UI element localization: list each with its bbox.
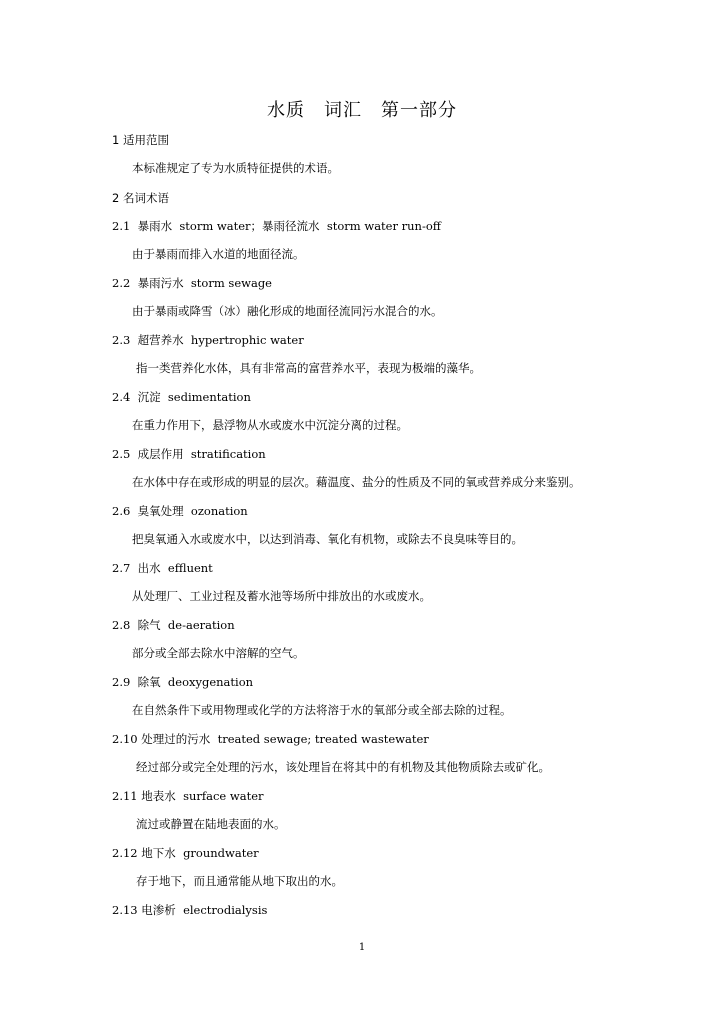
- definition-2-5: 在水体中存在或形成的明显的层次。藉温度、盐分的性质及不同的氧或营养成分来鉴别。: [132, 475, 581, 489]
- definition-2-9: 在自然条件下或用物理或化学的方法将溶于水的氧部分或全部去除的过程。: [132, 703, 512, 717]
- term-2-9: 2.9 除氧 deoxygenation: [112, 675, 254, 689]
- term-2-5: 2.5 成层作用 stratification: [112, 447, 266, 461]
- term-2-8: 2.8 除气 de-aeration: [112, 618, 235, 632]
- term-2-7: 2.7 出水 effluent: [112, 561, 213, 575]
- definition-2-7: 从处理厂、工业过程及蓄水池等场所中排放出的水或废水。: [132, 589, 431, 603]
- term-2-10: 2.10 处理过的污水 treated sewage; treated wastewater: [112, 732, 429, 746]
- term-2-4: 2.4 沉淀 sedimentation: [112, 390, 251, 404]
- page-title: 水质 词汇 第一部分: [267, 100, 457, 121]
- section-1-text: 本标准规定了专为水质特征提供的术语。: [132, 161, 339, 175]
- term-2-6: 2.6 臭氧处理 ozonation: [112, 504, 248, 518]
- definition-2-4: 在重力作用下，悬浮物从水或废水中沉淀分离的过程。: [132, 418, 408, 432]
- term-2-2: 2.2 暴雨污水 storm sewage: [112, 276, 272, 290]
- definition-2-2: 由于暴雨或降雪（冰）融化形成的地面径流同污水混合的水。: [132, 304, 443, 318]
- term-2-12: 2.12 地下水 groundwater: [112, 846, 259, 860]
- section-2-heading: 2 名词术语: [112, 191, 169, 205]
- definition-2-6: 把臭氧通入水或废水中，以达到消毒、氧化有机物，或除去不良臭味等目的。: [132, 532, 523, 546]
- definition-2-1: 由于暴雨而排入水道的地面径流。: [132, 247, 305, 261]
- definition-2-11: 流过或静置在陆地表面的水。: [136, 817, 286, 831]
- term-2-1: 2.1 暴雨水 storm water；暴雨径流水 storm water run-off: [112, 219, 441, 233]
- section-1-heading: 1 适用范围: [112, 133, 169, 147]
- term-2-13: 2.13 电渗析 electrodialysis: [112, 903, 268, 917]
- definition-2-10: 经过部分或完全处理的污水，该处理旨在将其中的有机物及其他物质除去或矿化。: [136, 760, 550, 774]
- definition-2-3: 指一类营养化水体，具有非常高的富营养水平，表现为极端的藻华。: [136, 361, 481, 375]
- definition-2-8: 部分或全部去除水中溶解的空气。: [132, 646, 305, 660]
- term-2-3: 2.3 超营养水 hypertrophic water: [112, 333, 304, 347]
- definition-2-12: 存于地下，而且通常能从地下取出的水。: [136, 874, 343, 888]
- term-2-11: 2.11 地表水 surface water: [112, 789, 264, 803]
- page-number: 1: [358, 942, 366, 953]
